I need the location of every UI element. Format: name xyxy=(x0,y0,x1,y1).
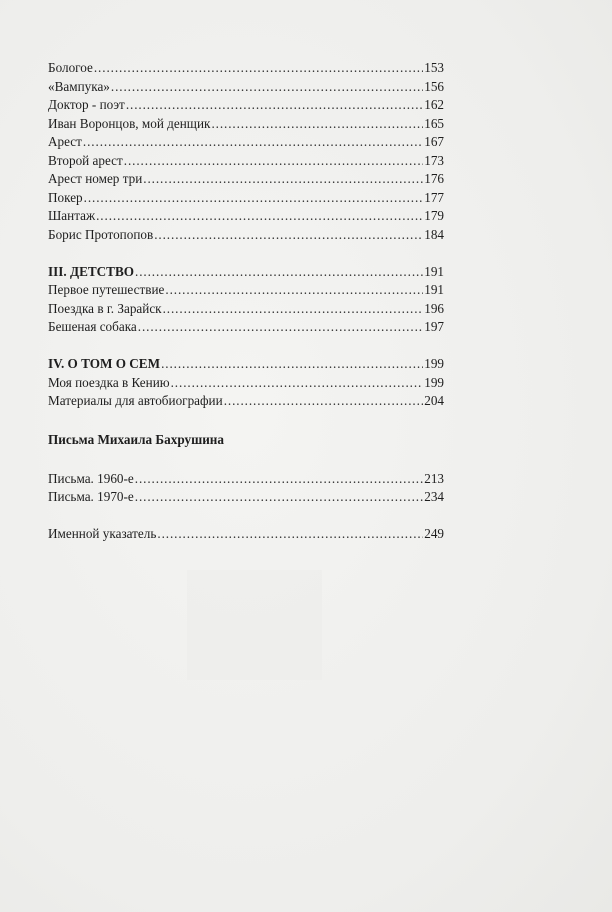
dot-leader xyxy=(94,59,423,78)
entry-page: 204 xyxy=(424,393,444,408)
dot-leader xyxy=(171,374,424,393)
dot-leader xyxy=(211,115,423,134)
entry-page: 177 xyxy=(424,189,444,205)
entry-page: 197 xyxy=(424,319,444,334)
entry-page: 249 xyxy=(424,526,444,541)
dot-leader xyxy=(143,170,423,189)
toc-entry xyxy=(48,300,444,319)
section-title: III. ДЕТСТВО xyxy=(48,263,135,279)
dot-leader xyxy=(224,392,424,411)
entry-title: Бологое xyxy=(48,60,93,75)
dot-leader xyxy=(83,133,423,152)
section-heading xyxy=(48,263,444,282)
dot-leader xyxy=(165,281,423,300)
toc-entry xyxy=(48,78,444,97)
toc-entry xyxy=(48,152,444,171)
entry-page: 199 xyxy=(424,374,444,390)
spacer xyxy=(48,507,444,526)
toc-entry xyxy=(48,374,444,393)
entry-page: 167 xyxy=(424,134,444,149)
entry-title: Шантаж xyxy=(48,208,96,223)
toc-entry xyxy=(48,392,444,411)
spacer xyxy=(48,451,444,470)
entry-title: Письма. 1970-е xyxy=(48,489,134,504)
entry-page: 176 xyxy=(424,171,444,186)
entry-page: 213 xyxy=(424,470,444,486)
dot-leader xyxy=(154,226,423,245)
entry-title: «Вампука» xyxy=(48,78,110,94)
entry-title: Моя поездка в Кению xyxy=(48,374,170,390)
entry-title: Иван Воронцов, мой денщик xyxy=(48,115,211,131)
entry-title: Борис Протопопов xyxy=(48,226,154,242)
entry-title: Первое путешествие xyxy=(48,282,165,297)
toc-entry xyxy=(48,59,444,78)
dot-leader xyxy=(84,189,424,208)
dot-leader xyxy=(138,318,423,337)
entry-title: Арест xyxy=(48,134,82,149)
toc-entry xyxy=(48,318,444,337)
entry-title: Бешеная собака xyxy=(48,319,137,334)
toc-entry xyxy=(48,470,444,489)
dot-leader xyxy=(111,78,423,97)
entry-page: 173 xyxy=(424,152,444,168)
toc-entry-index xyxy=(48,525,444,544)
dot-leader xyxy=(163,300,424,319)
toc-entry xyxy=(48,115,444,134)
entry-title: Покер xyxy=(48,189,83,205)
toc-entry xyxy=(48,96,444,115)
entry-title: Именной указатель xyxy=(48,526,157,541)
bleed-through-shadow xyxy=(187,570,322,680)
toc-entry xyxy=(48,189,444,208)
toc-entry xyxy=(48,281,444,300)
entry-page: 184 xyxy=(424,226,444,242)
dot-leader xyxy=(135,488,423,507)
dot-leader xyxy=(161,355,423,374)
entry-page: 153 xyxy=(424,60,444,75)
entry-page: 234 xyxy=(424,489,444,504)
dot-leader xyxy=(135,263,423,282)
table-of-contents xyxy=(48,59,444,544)
dot-leader xyxy=(135,470,423,489)
dot-leader xyxy=(124,152,423,171)
entry-page: 162 xyxy=(424,97,444,112)
entry-page: 156 xyxy=(424,78,444,94)
toc-entry xyxy=(48,226,444,245)
toc-entry xyxy=(48,170,444,189)
entry-page: 165 xyxy=(424,115,444,131)
dot-leader xyxy=(157,525,423,544)
entry-title: Письма. 1960-е xyxy=(48,470,134,486)
entry-title: Доктор - поэт xyxy=(48,97,125,112)
section-page: 199 xyxy=(424,356,444,371)
section-page: 191 xyxy=(424,263,444,279)
spacer xyxy=(48,244,444,263)
dot-leader xyxy=(126,96,423,115)
entry-page: 196 xyxy=(424,300,444,316)
entry-page: 179 xyxy=(424,208,444,223)
letters-heading: Письма Михаила Бахрушина xyxy=(48,432,224,447)
entry-title: Второй арест xyxy=(48,152,123,168)
section-heading xyxy=(48,355,444,374)
toc-entry xyxy=(48,133,444,152)
entry-title: Материалы для автобиографии xyxy=(48,393,223,408)
dot-leader xyxy=(96,207,423,226)
section-title: IV. О ТОМ О СЕМ xyxy=(48,356,161,371)
toc-entry xyxy=(48,488,444,507)
spacer xyxy=(48,411,444,430)
entry-title: Арест номер три xyxy=(48,171,143,186)
toc-entry xyxy=(48,207,444,226)
entry-title: Поездка в г. Зарайск xyxy=(48,300,162,316)
spacer xyxy=(48,337,444,356)
entry-page: 191 xyxy=(424,282,444,297)
